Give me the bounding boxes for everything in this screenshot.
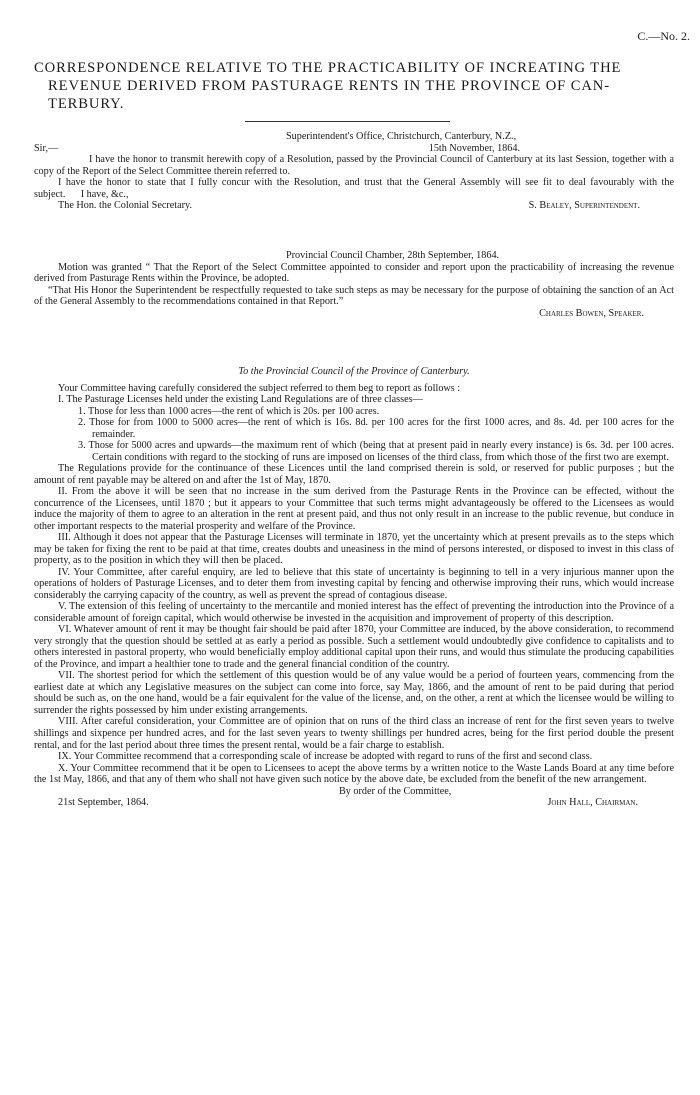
letter-salutation-row	[34, 143, 674, 155]
title-rule	[245, 121, 450, 122]
resolution-section	[34, 250, 674, 319]
letter-addressee: The Hon. the Colonial Secretary.	[58, 200, 192, 212]
license-class-2: 2. Those for from 1000 to 5000 acres—the rent of which is 16s. 8d. per 100 acres for the first 1000 acres, and 8s. 4d. per 100 acres for the remainder.	[78, 417, 674, 440]
report-item-7: VII. The shortest period for which the settlement of this question would be of any value would be a period of fourteen years, commencing from the earliest date at which any Legislative measures on the subject can come into force, say May, 1866, and the amount of rent to be paid during that period should be such as, on the one hand, would be a fair equivalent for the value of the license, and, on the other, a rent at which the licensee would be willing to surrender the rights possessed by him under existing arrangements.	[34, 670, 674, 716]
report-regulations: The Regulations provide for the continuance of these Licences until the land comprised therein is sold, or reserved for public purposes ; but the amount of rent payable may be altered on and after the 1st of May, 1870.	[34, 463, 674, 486]
report-section	[34, 366, 674, 809]
letter-closing: I have, &c.,	[80, 188, 129, 200]
report-signature: John Hall, Chairman.	[547, 797, 638, 809]
report-item-3: III. Although it does not appear that the Pasturage Licenses will terminate in 1870, yet the uncertainty which at present prevails as to the steps which may be taken for fixing the rent to be paid at that time, creates doubts and uneasiness in the mind of persons interested, or disposed to invest in this class of property, as to the position in which they will then be placed.	[34, 532, 674, 567]
report-item-5: V. The extension of this feeling of uncertainty to the mercantile and monied interest has the effect of preventing the introduction into the Province of a considerable amount of foreign capital, which would otherwise be invested in the acquisition and improvement of property of this description.	[34, 601, 674, 624]
report-signoff-row	[34, 797, 674, 809]
report-item-8: VIII. After careful consideration, your Committee are of opinion that on runs of the third class an increase of rent for the first seven years to twelve shillings and sixpence per hundred acres, and for the last seven years to twenty shillings per hundred acres, being for the first period double the present rental, and for the last period about three times the present rental, would be a fair charge to establish.	[34, 716, 674, 751]
report-date: 21st September, 1864.	[58, 797, 149, 809]
report-item-9: IX. Your Committee recommend that a corresponding scale of increase be adopted with regard to runs of the first and second class.	[58, 751, 593, 763]
title-line-3: TERBURY.	[48, 96, 125, 113]
report-intro: Your Committee having carefully considered the subject referred to them beg to report as follows :	[58, 382, 461, 394]
letter-salutation: Sir,—	[34, 142, 59, 154]
license-class-1: 1. Those for less than 1000 acres—the rent of which is 20s. per 100 acres.	[78, 405, 380, 417]
license-class-list	[78, 406, 674, 464]
letter-paragraph-2: I have the honor to state that I fully concur with the Resolution, and trust that the General Assembly will see fit to deal favourably with the subject. I have, &c.,	[34, 177, 674, 200]
report-item-2: II. From the above it will be seen that no increase in the sum derived from the Pasturage Rents in the Province can be effected, without the concurrence of the Licensees, until 1870 ; but it appears to your Committee that such terms might advantageously be offered to the Licensees as would induce the majority of them to agree to an alteration in the rent at present paid, and thus not only result in an increase to the public revenue, but conduce in other important respects to the material prosperity and welfare of the Province.	[34, 486, 674, 532]
letter-paragraph-1: I have the honor to transmit herewith copy of a Resolution, passed by the Provincial Council of Canterbury at its last Session, together with a copy of the Report of the Select Committee therein referred to.	[34, 154, 674, 177]
report-order: By order of the Committee,	[339, 785, 452, 797]
letter-signoff-row	[34, 200, 674, 212]
report-item-10: X. Your Committee recommend that it be open to Licensees to acept the above terms by a written notice to the Waste Lands Board at any time before the 1st May, 1866, and that any of them who shall not have given such notice by the above date, be excluded from the benefit of the new arrangement.	[34, 762, 674, 786]
letter-section	[34, 131, 674, 212]
resolution-signature: Charles Bowen, Speaker.	[539, 307, 644, 319]
document-title	[34, 59, 674, 114]
title-line-2: REVENUE DERIVED FROM PASTURAGE RENTS IN THE PROVINCE OF CAN-	[48, 78, 610, 95]
document-reference: C.—No. 2.	[637, 29, 690, 43]
resolution-heading: Provincial Council Chamber, 28th September, 1864.	[286, 250, 500, 261]
report-item-4: IV. Your Committee, after careful enquiry, are led to believe that this state of uncertainty is beginning to tell in a very injurious manner upon the operations of holders of Pasturage Licenses, and to deter them from investing capital by fencing and otherwise improving their runs, which would increase considerably the carrying capacity of the country, as well as prevent the spread of contagious disease.	[34, 566, 674, 601]
resolution-paragraph-2: “That His Honor the Superintendent be respectfully requested to take such steps as may be necessary for the purpose of obtaining the sanction of an Act of the General Assembly to the recommendations contained in that Report.”	[34, 284, 674, 308]
title-line-1: CORRESPONDENCE RELATIVE TO THE PRACTICABILITY OF INCREATING THE	[34, 60, 622, 76]
letter-date: 15th November, 1864.	[428, 142, 520, 154]
letter-address: Superintendent's Office, Christchurch, Canterbury, N.Z.,	[286, 131, 517, 142]
report-item-6: VI. Whatever amount of rent it may be thought fair should be paid after 1870, your Committee are induced, by the above consideration, to recommend very strongly that the question should be settled at as early a period as possible. Such a settlement would undoubtedly give confidence to capitalists and to others interested in pastoral property, who would beneficially employ additional capital upon their runs, and would thus stimulate the producing capabilities of the Province, and impart a healthier tone to trade and the general financial condition of the country.	[34, 624, 674, 670]
report-item-1: I. The Pasturage Licenses held under the existing Land Regulations are of three classes—	[58, 394, 423, 406]
license-class-3: 3. Those for 5000 acres and upwards—the maximum rent of which (being that at present paid in nearly every instance) is 6s. 3d. per 100 acres. Certain conditions with regard to the stocking of runs are imposed on licenses of the third class, from which those of the first two are exempt.	[78, 440, 674, 463]
report-heading: To the Provincial Council of the Province of Canterbury.	[238, 366, 470, 377]
resolution-paragraph-1: Motion was granted “ That the Report of the Select Committee appointed to consider and report upon the practicability of increasing the revenue derived from Pasturage Rents within the Province, be adopted.	[34, 261, 674, 285]
letter-signature: S. Bealey, Superintendent.	[528, 200, 640, 212]
